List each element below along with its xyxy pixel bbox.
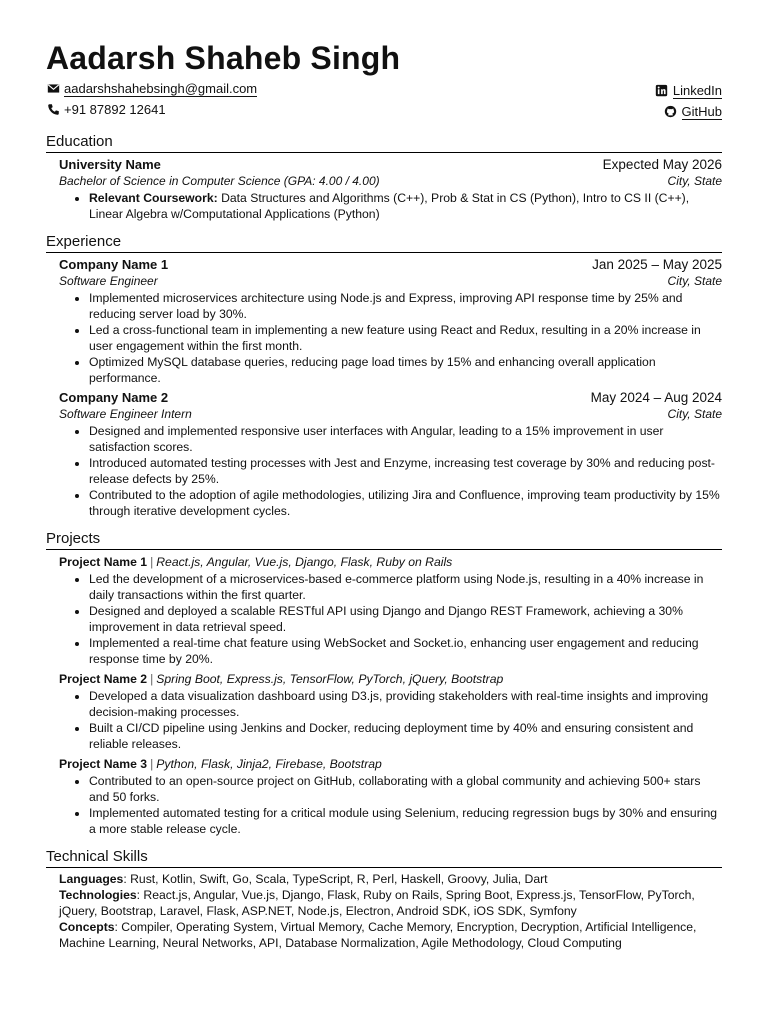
degree: Bachelor of Science in Computer Science (GPA: 4.00 / 4.00) [59,174,380,188]
contact-right [655,80,722,122]
experience-head [59,256,722,273]
section-title-projects: Projects [46,529,722,550]
candidate-name: Aadarsh Shaheb Singh [46,40,401,76]
list-item: • Contributed to an open-source project on GitHub, collaborating with a global community and achieving 500+ stars and 50 forks. [89,773,722,805]
skill-label: Technologies [59,888,137,902]
experience-sub [59,406,722,423]
project-separator: | [150,555,154,569]
list-item: • Led the development of a microservices-based e-commerce platform using Node.js, resulting in a 40% increase in daily transactions within the first quarter. [89,571,722,603]
list-item: • Contributed to the adoption of agile methodologies, utilizing Jira and Confluence, improving team productivity by 15% through iterative development cycles. [89,487,722,519]
github-line [664,101,722,122]
phone-number: +91 87892 12641 [64,102,166,117]
education-section [46,132,722,222]
envelope-icon [46,82,60,96]
project-head [59,554,722,571]
experience-section [46,232,722,519]
education-location: City, State [667,174,722,188]
list-item: • Built a CI/CD pipeline using Jenkins and Docker, reducing deployment time by 40% and ensuring consistent and reliable releases. [89,720,722,752]
coursework-label: Relevant Coursework: [89,191,218,205]
experience-sub [59,273,722,290]
project-head [59,671,722,688]
contact-row [46,78,722,122]
project-head [59,756,722,773]
experience-bullets [59,290,722,386]
project-separator: | [150,672,154,686]
skill-label: Concepts [59,920,115,934]
project-entry [46,554,722,667]
project-entry [46,671,722,752]
experience-head [59,389,722,406]
list-item: • Implemented automated testing for a critical module using Selenium, reducing regression bugs by 30% and ensuring a more stable release cycle. [89,805,722,837]
contact-left [46,78,257,122]
section-title-skills: Technical Skills [46,847,722,868]
experience-location: City, State [667,407,722,421]
experience-date: May 2024 – Aug 2024 [590,390,722,405]
experience-entry [46,256,722,386]
skills-block [46,871,722,951]
skills-concepts [59,919,722,951]
skill-value: : React.js, Angular, Vue.js, Django, Flask, Ruby on Rails, Spring Boot, Express.js, TensorFlow, PyTorch, jQuery, Bootstrap, Laravel, Flask, ASP.NET, Node.js, Electron, Android SDK, iOS SDK, Symfony [59,888,695,918]
github-icon [664,105,678,119]
skills-languages [59,871,722,887]
job-title: Software Engineer Intern [59,407,192,421]
skills-section [46,847,722,951]
phone-line [46,99,257,120]
list-item: • Led a cross-functional team in implementing a new feature using React and Redux, resulting in a 20% increase in user engagement within the first month. [89,322,722,354]
education-entry [46,156,722,222]
list-item: • Introduced automated testing processes with Jest and Enzyme, increasing test coverage by 30% and reducing post-release defects by 25%. [89,455,722,487]
list-item: • Implemented microservices architecture using Node.js and Express, improving API response time by 25% and reducing server load by 30%. [89,290,722,322]
email-line [46,78,257,99]
phone-icon [46,103,60,117]
list-item: • Designed and deployed a scalable RESTful API using Django and Django REST Framework, achieving a 30% improvement in data retrieval speed. [89,603,722,635]
education-date: Expected May 2026 [602,157,722,172]
linkedin-link[interactable]: LinkedIn [672,82,722,98]
projects-section [46,529,722,837]
coursework: Data Structures and Algorithms (C++), Prob & Stat in CS (Python), Intro to CS II (C++), Linear Algebra w/Computational Applications (Python) [89,191,690,221]
skill-value: : Compiler, Operating System, Virtual Memory, Cache Memory, Encryption, Decryption, Artificial Intelligence, Machine Learning, Neural Networks, API, Database Normalization, Agile Methodology, Cloud Computing [59,920,697,950]
project-separator: | [150,757,154,771]
section-title-experience: Experience [46,232,722,253]
project-name: Project Name 3 [59,757,148,771]
list-item: • Designed and implemented responsive user interfaces with Angular, leading to a 15% improvement in user satisfaction scores. [89,423,722,455]
project-name: Project Name 2 [59,672,148,686]
experience-date: Jan 2025 – May 2025 [592,257,722,272]
project-bullets [59,571,722,667]
list-item: • Implemented a real-time chat feature using WebSocket and Socket.io, enhancing user engagement and reducing response time by 20%. [89,635,722,667]
experience-bullets [59,423,722,519]
skill-value: : Rust, Kotlin, Swift, Go, Scala, TypeScript, R, Perl, Haskell, Groovy, Julia, Dart [123,872,548,886]
list-item: • Optimized MySQL database queries, reducing page load times by 15% and enhancing overall application performance. [89,354,722,386]
project-bullets [59,688,722,752]
job-title: Software Engineer [59,274,158,288]
project-bullets [59,773,722,837]
project-entry [46,756,722,837]
list-item [89,190,722,222]
linkedin-line [655,80,722,101]
company-name: Company Name 2 [59,390,169,405]
section-title-education: Education [46,132,722,153]
experience-location: City, State [667,274,722,288]
company-name: Company Name 1 [59,257,169,272]
project-tech: Spring Boot, Express.js, TensorFlow, PyTorch, jQuery, Bootstrap [156,672,504,686]
project-tech: Python, Flask, Jinja2, Firebase, Bootstrap [156,757,382,771]
skill-label: Languages [59,872,124,886]
coursework-list [59,190,722,222]
list-item: • Developed a data visualization dashboard using D3.js, providing stakeholders with real-time insights and improving decision-making processes. [89,688,722,720]
education-sub [59,173,722,190]
email-link[interactable]: aadarshshahebsingh@gmail.com [64,80,258,96]
project-name: Project Name 1 [59,555,148,569]
skills-technologies [59,887,722,919]
education-head [59,156,722,173]
github-link[interactable]: GitHub [681,103,722,119]
experience-entry [46,389,722,519]
linkedin-icon [655,84,669,98]
project-tech: React.js, Angular, Vue.js, Django, Flask, Ruby on Rails [156,555,453,569]
school-name: University Name [59,157,161,172]
